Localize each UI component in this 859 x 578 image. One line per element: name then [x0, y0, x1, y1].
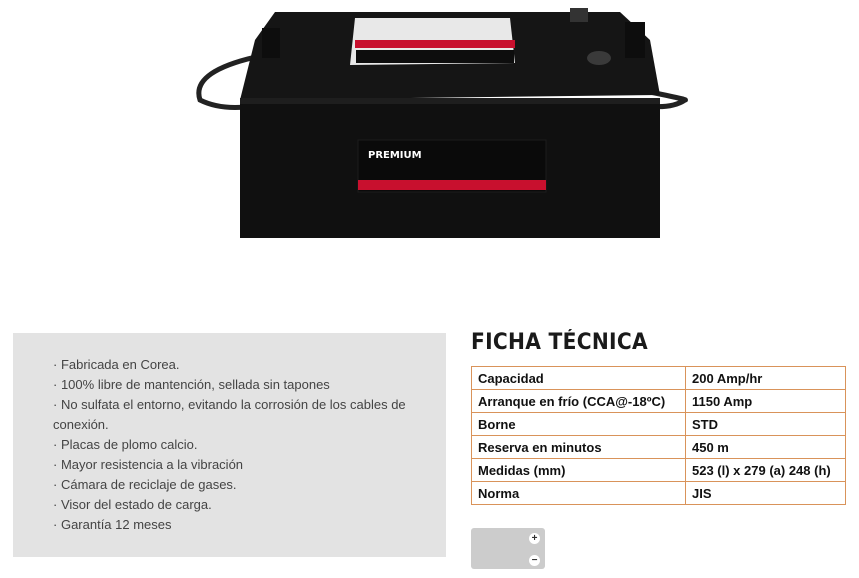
list-item: · Mayor resistencia a la vibración	[53, 455, 426, 475]
features-list	[53, 355, 426, 535]
list-item: · No sulfata el entorno, evitando la corrosión de los cables de conexión.	[53, 395, 426, 435]
features-panel	[13, 333, 446, 557]
spec-value: JIS	[686, 482, 846, 505]
spec-key: Medidas (mm)	[472, 459, 686, 482]
list-item: · 100% libre de mantención, sellada sin tapones	[53, 375, 426, 395]
spec-key: Norma	[472, 482, 686, 505]
spec-value: 450 m	[686, 436, 846, 459]
list-item: · Placas de plomo calcio.	[53, 435, 426, 455]
table-row	[472, 459, 846, 482]
spec-value: STD	[686, 413, 846, 436]
brand-label: PREMIUM	[368, 150, 422, 161]
specs-table	[471, 366, 846, 505]
list-item: · Garantía 12 meses	[53, 515, 426, 535]
minus-icon[interactable]: −	[529, 555, 540, 566]
spec-key: Borne	[472, 413, 686, 436]
zoom-control	[471, 528, 545, 569]
battery-illustration	[170, 0, 690, 250]
table-row	[472, 413, 846, 436]
spec-key: Capacidad	[472, 367, 686, 390]
list-item: · Fabricada en Corea.	[53, 355, 426, 375]
spec-value: 523 (l) x 279 (a) 248 (h)	[686, 459, 846, 482]
table-row	[472, 436, 846, 459]
spec-value: 1150 Amp	[686, 390, 846, 413]
table-row	[472, 482, 846, 505]
product-image	[170, 0, 690, 250]
ficha-tecnica-title: FICHA TÉCNICA	[471, 330, 648, 355]
spec-key: Arranque en frío (CCA@-18ºC)	[472, 390, 686, 413]
spec-value: 200 Amp/hr	[686, 367, 846, 390]
table-row	[472, 367, 846, 390]
list-item: · Cámara de reciclaje de gases.	[53, 475, 426, 495]
plus-icon[interactable]: +	[529, 533, 540, 544]
spec-key: Reserva en minutos	[472, 436, 686, 459]
table-row	[472, 390, 846, 413]
list-item: · Visor del estado de carga.	[53, 495, 426, 515]
